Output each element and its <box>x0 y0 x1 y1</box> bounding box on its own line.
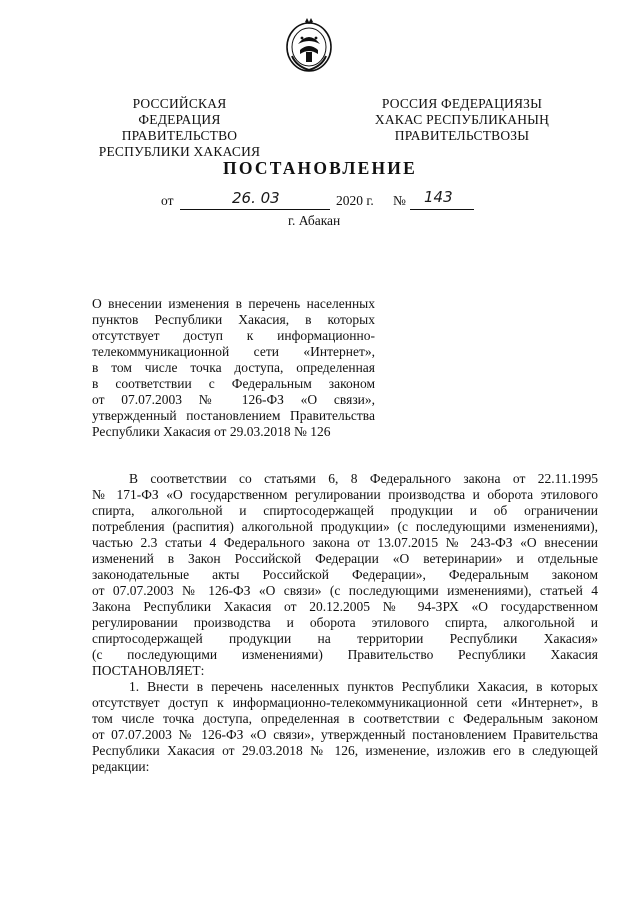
body-line: ПОСТАНОВЛЯЕТ: <box>92 663 205 678</box>
subject-line: от 07.07.2003 № 126-ФЗ «О связи», <box>92 392 375 407</box>
subject-line: О внесении изменения в перечень населенных <box>92 296 375 311</box>
date-handwritten: 26. 03 <box>232 189 280 207</box>
header-left-block <box>92 96 267 160</box>
subject-line: утвержденный постановлением Правительства <box>92 408 375 423</box>
header-left-line: РЕСПУБЛИКИ ХАКАСИЯ <box>98 144 261 159</box>
body-line: спирта, алкогольной и спиртосодержащей продукции и об ограничении <box>92 503 598 518</box>
body-line: Закона Республики Хакасия от 20.12.2005 № 94-ЗРХ «О государственном <box>92 599 598 614</box>
header-right-line: ХАКАС РЕСПУБЛИКАНЫҢ <box>374 112 550 127</box>
header-right-line: РОССИЯ ФЕДЕРАЦИЯЗЫ <box>381 96 543 111</box>
body-line: В соответствии со статьями 6, 8 Федерального закона от 22.11.1995 <box>129 471 598 486</box>
date-underline <box>180 209 330 210</box>
date-prefix: от <box>161 193 174 208</box>
body-line: от 07.07.2003 № 126-ФЗ «О связи» (с последующими изменениями), статьей 4 <box>92 583 598 598</box>
body-line: 1. Внести в перечень населенных пунктов Республики Хакасия, в которых <box>129 679 598 694</box>
body-line: (с последующими изменениями) Правительство Республики Хакасия <box>92 647 598 662</box>
body-line: частью 2.3 статьи 4 Федерального закона от 13.07.2015 № 243-ФЗ «О внесении <box>92 535 598 550</box>
subject-line: в соответствии с Федеральным законом <box>92 376 375 391</box>
city-label: г. Абакан <box>288 213 341 228</box>
subject-line: пунктов Республики Хакасия, в которых <box>92 312 375 327</box>
number-handwritten: 143 <box>424 188 453 206</box>
body-line: Республики Хакасия от 29.03.2018 № 126, изменение, изложив его в следующей <box>92 743 598 758</box>
subject-line: Республики Хакасия от 29.03.2018 № 126 <box>92 424 331 439</box>
header-left-line: РОССИЙСКАЯ ФЕДЕРАЦИЯ <box>132 96 227 127</box>
body-text <box>92 471 598 775</box>
body-line: отсутствует доступ к информационно-телекоммуникационной сети «Интернет», в <box>92 695 598 710</box>
year-label: 2020 г. <box>336 193 374 208</box>
subject-line: в том числе точка доступа, определенная <box>92 360 375 375</box>
body-line: регулировании производства и оборота этилового спирта, алкогольной и <box>92 615 598 630</box>
header-right-line: ПРАВИТЕЛЬСТВОЗЫ <box>394 128 530 143</box>
number-underline <box>410 209 474 210</box>
header-left-line: ПРАВИТЕЛЬСТВО <box>121 128 238 143</box>
body-line: том числе точка доступа, определенная в соответствии с Федеральным законом <box>92 711 598 726</box>
body-line: редакции: <box>92 759 150 774</box>
body-line: № 171-ФЗ «О государственном регулировании производства и оборота этилового <box>92 487 598 502</box>
coat-of-arms-icon <box>284 16 334 74</box>
body-line: изменений в Закон Российской Федерации «О ветеринарии» и отдельные <box>92 551 598 566</box>
body-line: спиртосодержащей продукции на территории Республики Хакасия» <box>92 631 598 646</box>
subject-block <box>92 296 375 440</box>
subject-line: отсутствует доступ к информационно- <box>92 328 375 343</box>
header-right-block <box>372 96 552 144</box>
body-line: потребления (распития) алкогольной продукции» (с последующими изменениями), <box>92 519 598 534</box>
document-title: ПОСТАНОВЛЕНИЕ <box>223 158 417 178</box>
body-line: от 07.07.2003 № 126-ФЗ «О связи», утвержденный постановлением Правительства <box>92 727 598 742</box>
number-label: № <box>393 193 406 208</box>
body-line: законодательные акты Российской Федерации», Федеральным законом <box>92 567 598 582</box>
subject-line: телекоммуникационной сети «Интернет», <box>92 344 375 359</box>
